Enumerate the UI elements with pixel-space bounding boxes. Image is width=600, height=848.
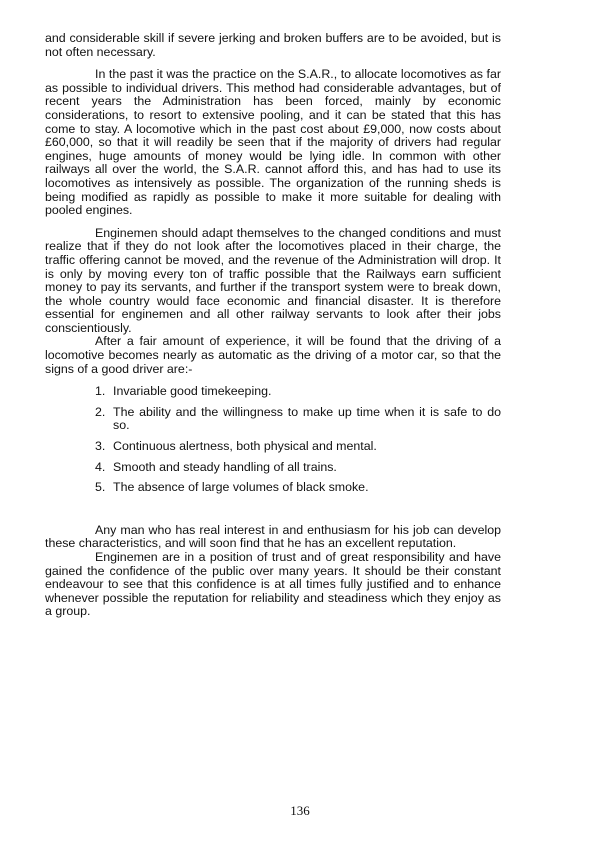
paragraph-continuation: and considerable skill if severe jerking and broken buffers are to be avoided, but is not often necessary. — [45, 31, 501, 59]
list-item-number: 4. — [95, 459, 106, 474]
list-item — [45, 461, 501, 475]
paragraph-experience: After a fair amount of experience, it will be found that the driving of a locomotive becomes nearly as automatic as the driving of a motor car, so that the signs of a good driver are:- — [45, 334, 501, 376]
list-item — [45, 406, 501, 433]
list-item-text: The ability and the willingness to make up time when it is safe to do so. — [113, 404, 501, 433]
list-item-number: 5. — [95, 480, 106, 495]
list-item-number: 1. — [95, 384, 106, 399]
paragraph-enthusiasm: Any man who has real interest in and enthusiasm for his job can develop these characteristics, and will soon find that he has an excellent reputation. — [45, 522, 501, 551]
paragraph-pooling: In the past it was the practice on the S.A.R., to allocate locomotives as far as possible to individual drivers. This method had considerable advantages, but of recent years the Administration has been forced, mainly by economic considerations, to resort to extensive pooling, and it can be stated that this has come to stay. A locomotive which in the past cost about £9,000, now costs about £60,000, so that it will readily be seen that if the majority of drivers had regular engines, huge amounts of money would be lying idle. In common with other railways all over the world, the S.A.R. cannot afford this, and has had to use its locomotives as intensively as possible. The organization of the running sheds is being modified as rapidly as possible to make it more suitable for dealing with pooled engines. — [45, 67, 501, 218]
page-number: 136 — [290, 803, 310, 818]
list-item — [45, 385, 501, 399]
paragraph-trust: Enginemen are in a position of trust and of great responsibility and have gained the confidence of the public over many years. It should be their constant endeavour to see that this confidence is at all times fully justified and to enhance whenever possible the reputation for reliability and steadiness which they enjoy as a group. — [45, 550, 501, 619]
list-item-text: The absence of large volumes of black smoke. — [113, 480, 369, 495]
list-item — [45, 440, 501, 454]
list-item-text: Invariable good timekeeping. — [113, 384, 272, 399]
list-item — [45, 481, 501, 495]
good-driver-signs-list — [45, 385, 501, 495]
paragraph-enginemen-adapt: Enginemen should adapt themselves to the changed conditions and must realize that if they do not look after the locomotives placed in their charge, the traffic offering cannot be moved, and the revenue of the Administration will drop. It is only by moving every ton of traffic possible that the Railways earn sufficient money to pay its servants, and further if the transport system were to break down, the whole country would face economic and financial disaster. It is therefore essential for enginemen and all other railway servants to look after their jobs conscientiously. — [45, 225, 501, 335]
list-item-number: 3. — [95, 439, 106, 454]
list-item-text: Smooth and steady handling of all trains. — [113, 459, 337, 474]
page-body — [45, 32, 501, 619]
list-item-number: 2. — [95, 404, 106, 419]
list-item-text: Continuous alertness, both physical and mental. — [113, 439, 377, 454]
